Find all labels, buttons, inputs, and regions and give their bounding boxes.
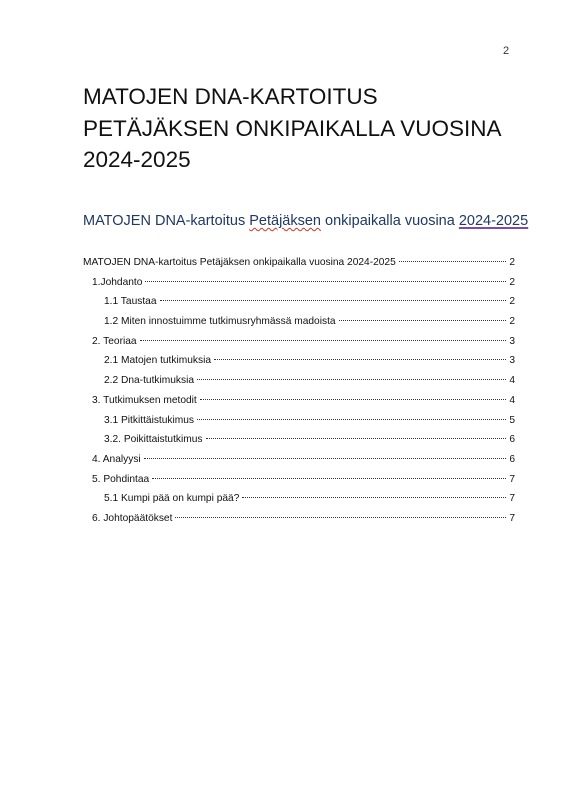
toc-entry[interactable] [83,393,515,413]
toc-dot-leader [175,517,506,518]
toc-entry-label[interactable]: 6. Johtopäätökset [92,512,173,524]
toc-entry[interactable] [83,294,515,314]
toc-entry-page-number[interactable]: 5 [509,414,515,426]
toc-heading-part: MATOJEN DNA-kartoitus [83,213,250,229]
toc-entry-label[interactable]: 4. Analyysi [92,453,141,465]
toc-entry-page-number[interactable]: 4 [509,394,515,406]
toc-entry-page-number[interactable]: 2 [509,276,515,288]
toc-dot-leader [206,438,507,439]
document-title: MATOJEN DNA-KARTOITUS PETÄJÄKSEN ONKIPAIKALLA VUOSINA 2024-2025 [83,84,501,172]
toc-entry-page-number[interactable]: 3 [509,355,515,367]
toc-entry-page-number[interactable]: 2 [509,257,515,268]
toc-heading-underlined-years: 2024-2025 [458,213,529,229]
toc-heading-part: onkipaikalla vuosina [321,213,459,229]
toc-entry[interactable] [83,334,515,354]
toc-entry-label[interactable]: 3.1 Pitkittäistukimus [104,414,195,426]
toc-dot-leader [214,359,506,360]
toc-dot-leader [197,379,506,380]
toc-entry-label[interactable]: 1.Johdanto [92,276,143,288]
toc-entry-page-number[interactable]: 7 [509,473,515,485]
toc-entry-page-number[interactable]: 6 [509,453,515,465]
toc-entry-page-number[interactable]: 2 [509,296,515,308]
toc-dot-leader [145,281,506,282]
table-of-contents [83,255,515,531]
toc-entry[interactable] [83,491,515,511]
toc-entry[interactable] [83,452,515,472]
toc-entry-label[interactable]: MATOJEN DNA-kartoitus Petäjäksen onkipaikalla vuosina 2024-2025 [83,257,396,268]
toc-dot-leader [152,478,506,479]
toc-heading [83,212,528,230]
toc-entry[interactable] [83,472,515,492]
toc-entry[interactable] [83,255,515,275]
toc-dot-leader [200,399,507,400]
toc-dot-leader [399,261,507,262]
toc-entry[interactable] [83,413,515,433]
toc-entry-label[interactable]: 1.2 Miten innostuimme tutkimusryhmässä madoista [104,316,336,328]
toc-entry[interactable] [83,275,515,295]
toc-entry-label[interactable]: 2.1 Matojen tutkimuksia [104,355,212,367]
toc-dot-leader [160,300,507,301]
toc-dot-leader [197,419,506,420]
toc-entry-page-number[interactable]: 4 [509,375,515,387]
toc-entry-page-number[interactable]: 3 [509,335,515,347]
toc-entry[interactable] [83,353,515,373]
toc-entry-label[interactable]: 1.1 Taustaa [104,296,157,308]
page-number: 2 [503,45,510,57]
toc-entry-page-number[interactable]: 2 [509,316,515,328]
toc-dot-leader [242,497,506,498]
toc-entry-label[interactable]: 5. Pohdintaa [92,473,150,485]
toc-entry-label[interactable]: 2.2 Dna-tutkimuksia [104,375,195,387]
toc-entry[interactable] [83,432,515,452]
toc-entry-label[interactable]: 5.1 Kumpi pää on kumpi pää? [104,493,240,505]
toc-dot-leader [339,320,507,321]
toc-heading-misspelled-word: Petäjäksen [249,213,321,229]
toc-dot-leader [144,458,507,459]
toc-entry-label[interactable]: 2. Teoriaa [92,335,137,347]
toc-entry-label[interactable]: 3.2. Poikittaistutkimus [104,434,203,446]
toc-entry-page-number[interactable]: 6 [509,434,515,446]
toc-entry-page-number[interactable]: 7 [509,493,515,505]
toc-entry[interactable] [83,373,515,393]
toc-entry-label[interactable]: 3. Tutkimuksen metodit [92,394,197,406]
toc-entry[interactable] [83,314,515,334]
toc-entry[interactable] [83,511,515,531]
toc-dot-leader [140,340,507,341]
toc-entry-page-number[interactable]: 7 [509,512,515,524]
